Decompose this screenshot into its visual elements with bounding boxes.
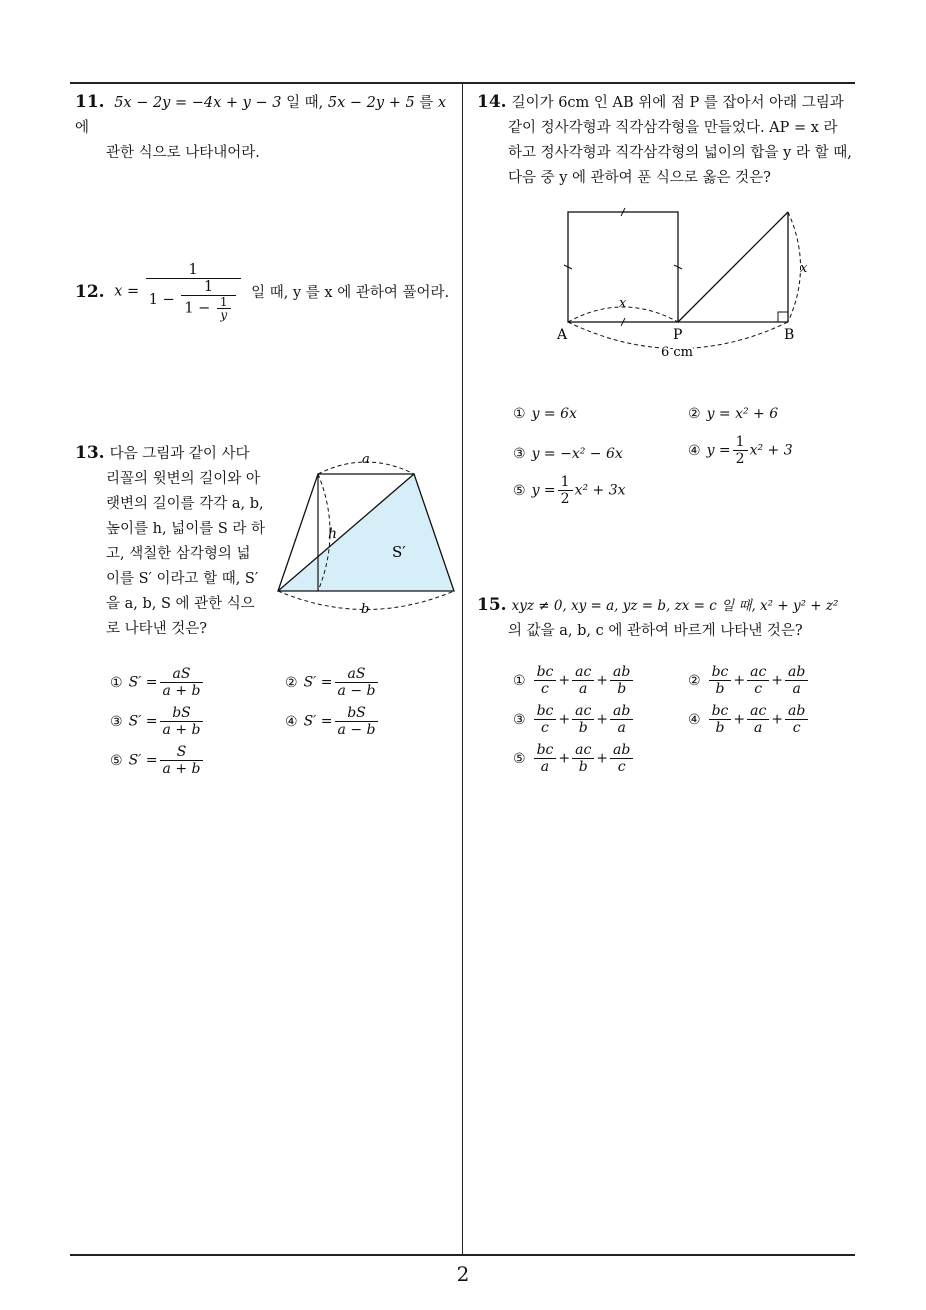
q13-choice-3[interactable] [110, 705, 205, 738]
fraction [572, 664, 594, 697]
q13-choice-1[interactable] [110, 666, 205, 699]
question-11-line-1 [75, 90, 460, 141]
label-a: a [362, 452, 370, 467]
denominator: a [785, 680, 808, 697]
numerator: 1 [188, 262, 198, 278]
fraction [572, 742, 594, 775]
numerator: bc [536, 664, 554, 680]
choice-text: y = −x² − 6x [531, 446, 623, 462]
arc-vertical [788, 212, 801, 322]
lhs: y = [706, 442, 731, 459]
question-14-line [477, 90, 862, 116]
label-B: B [784, 327, 795, 343]
fraction [160, 666, 204, 699]
shaded-triangle [278, 474, 454, 591]
fraction [709, 703, 732, 736]
question-number: 11. [75, 92, 105, 112]
numerator: ac [575, 703, 592, 719]
fraction [747, 664, 769, 697]
lhs: y = [531, 482, 556, 499]
denominator [181, 295, 235, 321]
question-13-line: 높이를 h, 넓이를 S 라 하 [106, 521, 265, 537]
variable: x [437, 95, 447, 111]
question-11 [75, 90, 460, 166]
fraction [747, 703, 769, 736]
denominator: a [747, 719, 769, 736]
text: 일 때, [286, 95, 328, 111]
text: xyz ≠ 0, xy = a, yz = b, zx = c 일 때, x² + y² + z² [511, 598, 839, 614]
numerator: ac [750, 703, 767, 719]
label-A: A [557, 327, 568, 343]
q13-choice-2[interactable] [285, 666, 380, 699]
numerator: S [176, 744, 187, 760]
question-14-line: 하고 정사각형과 직각삼각형의 넓이의 합을 y 라 할 때, [508, 145, 852, 161]
question-14-line: 다음 중 y 에 관하여 푼 식으로 옳은 것은? [508, 170, 771, 186]
numerator: aS [347, 666, 366, 682]
denominator: y [217, 308, 231, 321]
fraction [558, 474, 573, 507]
denominator [146, 278, 241, 321]
numerator: 1 [560, 474, 570, 490]
choice-mark: ① [110, 674, 123, 691]
label-b: b [361, 602, 370, 617]
choice-mark: ③ [513, 446, 526, 462]
term: 1 − [184, 300, 211, 317]
rest: x² + 3 [749, 442, 793, 459]
denominator: a + b [160, 721, 204, 738]
choice-mark: ④ [688, 442, 701, 459]
denominator: a [572, 680, 594, 697]
denominator: b [572, 758, 594, 775]
label-x-side: x [800, 261, 808, 276]
question-14-line: 같이 정사각형과 직각삼각형을 만들었다. AP = x 라 [508, 120, 838, 136]
text: 다음 그림과 같이 사다 [109, 446, 250, 462]
fraction [610, 664, 633, 697]
denominator: c [785, 719, 808, 736]
q15-choice-3[interactable]: ③ $\frac{bc}{c}$ + $\frac{ac}{b}$ + $\frac{ab}{a}$ [513, 703, 635, 736]
question-13-line: 을 a, b, S 에 관한 식으 [106, 596, 255, 612]
numerator: ab [788, 703, 806, 719]
column-divider [462, 82, 463, 1255]
inner-fraction [181, 279, 235, 321]
denominator: b [709, 680, 732, 697]
numerator: bc [711, 664, 729, 680]
text: 에 [75, 120, 90, 136]
question-number: 12. [75, 281, 105, 302]
denominator: a − b [335, 721, 379, 738]
numerator: ac [750, 664, 767, 680]
question-13 [75, 441, 275, 642]
choice-mark: ⑤ [513, 482, 526, 499]
fraction [335, 705, 379, 738]
choice-mark: ② [285, 674, 298, 691]
fraction [785, 703, 808, 736]
equation: 5x − 2y = −4x + y − 3 [114, 95, 282, 111]
q14-choice-3[interactable] [513, 444, 623, 464]
label-h: h [328, 526, 338, 542]
denominator: c [610, 758, 633, 775]
triangle-hypotenuse [678, 212, 788, 322]
label-P: P [673, 327, 683, 343]
denominator: b [709, 719, 732, 736]
choice-mark: ④ [688, 711, 701, 728]
question-13-line: 리꼴의 윗변의 길이와 아 [106, 471, 260, 487]
trapezoid-figure [272, 448, 462, 620]
choice-text: y = 6x [531, 406, 577, 422]
numerator: ab [613, 703, 631, 719]
question-15-line [477, 593, 867, 619]
question-13-line: 고, 색칠한 삼각형의 넓 [106, 546, 251, 562]
question-15-line: 의 값을 a, b, c 에 관하여 바르게 나타낸 것은? [508, 623, 803, 639]
text: 를 [419, 95, 438, 111]
q15-choice-1[interactable]: ① $\frac{bc}{c}$ + $\frac{ac}{a}$ + $\frac{ab}{b}$ [513, 664, 635, 697]
label-6cm: 6 cm [661, 345, 694, 360]
denominator: 2 [558, 490, 573, 507]
lhs: S′ = [303, 713, 333, 730]
numerator: bS [172, 705, 191, 721]
label-x-top: x [619, 296, 627, 311]
question-number: 14. [477, 92, 507, 112]
text: 일 때, y 를 x 에 관하여 풀어라. [251, 285, 450, 301]
question-13-line: 이를 S′ 이라고 할 때, S′ [106, 571, 259, 587]
page-number: 2 [456, 1262, 470, 1286]
text: 길이가 6cm 인 AB 위에 점 P 를 잡아서 아래 그림과 [511, 95, 844, 111]
q13-choice-5[interactable] [110, 744, 205, 777]
numerator: 1 [735, 434, 745, 450]
denominator: c [747, 680, 769, 697]
numerator: bc [536, 703, 554, 719]
fraction [709, 664, 732, 697]
expression: 5x − 2y + 5 [327, 95, 415, 111]
q14-choice-4[interactable] [688, 434, 793, 467]
numerator: 1 [203, 279, 214, 295]
fraction [534, 664, 557, 697]
fraction [610, 703, 633, 736]
numerator: ac [575, 664, 592, 680]
denominator: a [610, 719, 633, 736]
question-14 [477, 90, 862, 191]
numerator: ac [575, 742, 592, 758]
question-11-line-2: 관한 식으로 나타내어라. [106, 145, 260, 161]
lhs: S′ = [128, 713, 158, 730]
lhs: S′ = [128, 674, 158, 691]
choice-mark: ② [688, 406, 701, 422]
denominator: a − b [335, 682, 379, 699]
choice-mark: ③ [110, 713, 123, 730]
numerator: bc [711, 703, 729, 719]
question-number: 15. [477, 595, 507, 615]
q14-choice-5[interactable] [513, 474, 626, 507]
numerator: aS [172, 666, 191, 682]
choice-mark: ③ [513, 711, 526, 728]
denominator: a + b [160, 760, 204, 777]
denominator: a + b [160, 682, 204, 699]
numerator: ab [613, 664, 631, 680]
denominator: b [610, 680, 633, 697]
q14-choice-1[interactable] [513, 404, 577, 424]
denominator: a [534, 758, 557, 775]
choice-mark: ① [513, 406, 526, 422]
choice-mark: ⑤ [110, 752, 123, 769]
question-13-line [75, 441, 275, 467]
lhs: S′ = [303, 674, 333, 691]
denominator: b [572, 719, 594, 736]
numerator: 1 [219, 295, 228, 309]
choice-mark: ① [513, 672, 526, 689]
fraction [160, 705, 204, 738]
denominator: 2 [733, 450, 748, 467]
numerator: bS [347, 705, 366, 721]
fraction [534, 703, 557, 736]
numerator: ab [613, 742, 631, 758]
numerator: bc [536, 742, 554, 758]
innermost-fraction [217, 296, 231, 321]
continued-fraction [146, 262, 241, 321]
fraction [572, 703, 594, 736]
denominator: c [534, 680, 557, 697]
choice-mark: ④ [285, 713, 298, 730]
right-angle-mark [778, 312, 788, 322]
choice-text: y = x² + 6 [706, 406, 779, 422]
lhs: S′ = [128, 752, 158, 769]
question-15 [477, 593, 867, 644]
fraction [160, 744, 204, 777]
q13-choice-4[interactable] [285, 705, 380, 738]
denominator: c [534, 719, 557, 736]
q15-choice-5[interactable]: ⑤ $\frac{bc}{a}$ + $\frac{ac}{b}$ + $\frac{ab}{c}$ [513, 742, 635, 775]
q15-choice-2[interactable]: ② $\frac{bc}{b}$ + $\frac{ac}{c}$ + $\frac{ab}{a}$ [688, 664, 810, 697]
term: 1 − [148, 292, 175, 308]
q15-choice-4[interactable]: ④ $\frac{bc}{b}$ + $\frac{ac}{a}$ + $\frac{ab}{c}$ [688, 703, 810, 736]
choice-mark: ⑤ [513, 750, 526, 767]
question-13-line: 로 나타낸 것은? [106, 621, 208, 637]
question-12 [75, 262, 460, 321]
choice-mark: ② [688, 672, 701, 689]
fraction [610, 742, 633, 775]
rest: x² + 3x [574, 482, 626, 499]
question-13-line: 랫변의 길이를 각각 a, b, [106, 496, 264, 512]
fraction [534, 742, 557, 775]
numerator: ab [788, 664, 806, 680]
q14-choice-2[interactable] [688, 404, 778, 424]
fraction [785, 664, 808, 697]
fraction [733, 434, 748, 467]
fraction [335, 666, 379, 699]
lhs: x = [114, 283, 140, 300]
question-number: 13. [75, 443, 105, 463]
label-s-prime: S′ [392, 543, 406, 561]
square-triangle-figure [548, 200, 818, 365]
